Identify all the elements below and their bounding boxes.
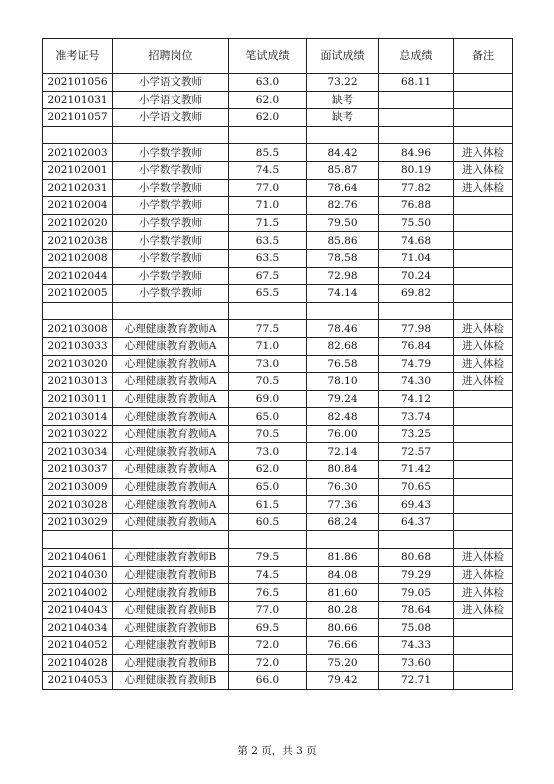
cell-job: 心理健康教育教师A — [113, 461, 229, 479]
cell-job: 心理健康教育教师A — [113, 373, 229, 391]
cell-note: 进入体检 — [454, 337, 513, 355]
cell-written: 71.0 — [229, 197, 307, 215]
cell-written: 69.5 — [229, 619, 307, 637]
cell-interview: 85.86 — [307, 232, 379, 250]
cell-total: 70.24 — [379, 267, 454, 285]
cell-interview: 80.66 — [307, 619, 379, 637]
cell-note — [454, 214, 513, 232]
cell-job: 小学数学教师 — [113, 144, 229, 162]
cell-written: 63.5 — [229, 232, 307, 250]
cell-job: 心理健康教育教师B — [113, 549, 229, 567]
table-row — [43, 285, 513, 303]
cell-total: 75.08 — [379, 619, 454, 637]
cell-written: 73.0 — [229, 355, 307, 373]
cell-note — [454, 267, 513, 285]
empty-cell — [307, 302, 379, 320]
cell-note — [454, 91, 513, 109]
table-row — [43, 425, 513, 443]
cell-interview: 74.14 — [307, 285, 379, 303]
cell-job: 心理健康教育教师A — [113, 443, 229, 461]
table-row — [43, 161, 513, 179]
cell-id: 202103020 — [43, 355, 113, 373]
cell-job: 小学语文教师 — [113, 74, 229, 92]
cell-job: 小学数学教师 — [113, 214, 229, 232]
cell-interview: 85.87 — [307, 161, 379, 179]
cell-id: 202102005 — [43, 285, 113, 303]
cell-interview: 76.58 — [307, 355, 379, 373]
cell-job: 小学语文教师 — [113, 109, 229, 127]
cell-interview: 77.36 — [307, 496, 379, 514]
cell-written: 77.5 — [229, 320, 307, 338]
table-row — [43, 179, 513, 197]
cell-note: 进入体检 — [454, 549, 513, 567]
cell-written: 77.0 — [229, 179, 307, 197]
empty-cell — [113, 126, 229, 144]
empty-cell — [379, 126, 454, 144]
cell-total — [379, 91, 454, 109]
cell-written: 62.0 — [229, 461, 307, 479]
cell-written: 60.5 — [229, 513, 307, 531]
table-row — [43, 197, 513, 215]
cell-total: 68.11 — [379, 74, 454, 92]
empty-cell — [454, 302, 513, 320]
empty-cell — [307, 531, 379, 549]
empty-cell — [113, 531, 229, 549]
cell-total: 84.96 — [379, 144, 454, 162]
cell-interview: 84.08 — [307, 566, 379, 584]
group-separator-row — [43, 531, 513, 549]
cell-total: 80.68 — [379, 549, 454, 567]
cell-note — [454, 513, 513, 531]
cell-interview: 76.30 — [307, 478, 379, 496]
cell-written: 73.0 — [229, 443, 307, 461]
cell-interview: 79.50 — [307, 214, 379, 232]
cell-job: 小学数学教师 — [113, 249, 229, 267]
cell-interview: 78.64 — [307, 179, 379, 197]
table-row — [43, 601, 513, 619]
cell-id: 202104034 — [43, 619, 113, 637]
cell-note — [454, 249, 513, 267]
cell-total: 73.60 — [379, 654, 454, 672]
cell-id: 202103014 — [43, 408, 113, 426]
table-row — [43, 584, 513, 602]
cell-id: 202101056 — [43, 74, 113, 92]
table-body — [43, 74, 513, 690]
cell-written: 70.5 — [229, 373, 307, 391]
table-row — [43, 461, 513, 479]
cell-written: 74.5 — [229, 161, 307, 179]
table-row — [43, 74, 513, 92]
cell-interview: 79.24 — [307, 390, 379, 408]
cell-job: 小学数学教师 — [113, 267, 229, 285]
cell-job: 心理健康教育教师A — [113, 408, 229, 426]
cell-written: 85.5 — [229, 144, 307, 162]
cell-total: 69.43 — [379, 496, 454, 514]
cell-job: 心理健康教育教师A — [113, 355, 229, 373]
cell-written: 71.5 — [229, 214, 307, 232]
cell-total: 71.42 — [379, 461, 454, 479]
cell-job: 小学数学教师 — [113, 232, 229, 250]
empty-cell — [229, 531, 307, 549]
cell-job: 心理健康教育教师A — [113, 320, 229, 338]
cell-written: 65.0 — [229, 478, 307, 496]
cell-written: 69.0 — [229, 390, 307, 408]
table-row — [43, 496, 513, 514]
cell-id: 202103037 — [43, 461, 113, 479]
table-row — [43, 109, 513, 127]
cell-note: 进入体检 — [454, 179, 513, 197]
cell-total: 78.64 — [379, 601, 454, 619]
cell-total: 69.82 — [379, 285, 454, 303]
cell-written: 63.0 — [229, 74, 307, 92]
cell-interview: 68.24 — [307, 513, 379, 531]
cell-note: 进入体检 — [454, 601, 513, 619]
cell-written: 62.0 — [229, 109, 307, 127]
group-separator-row — [43, 302, 513, 320]
cell-total: 73.25 — [379, 425, 454, 443]
cell-job: 心理健康教育教师A — [113, 496, 229, 514]
cell-id: 202103028 — [43, 496, 113, 514]
empty-cell — [229, 126, 307, 144]
table-row — [43, 566, 513, 584]
cell-total: 74.30 — [379, 373, 454, 391]
cell-total: 79.29 — [379, 566, 454, 584]
cell-job: 小学数学教师 — [113, 285, 229, 303]
cell-id: 202101057 — [43, 109, 113, 127]
cell-interview: 82.68 — [307, 337, 379, 355]
cell-written: 65.0 — [229, 408, 307, 426]
empty-cell — [379, 531, 454, 549]
cell-interview: 81.86 — [307, 549, 379, 567]
empty-cell — [379, 302, 454, 320]
cell-total: 77.98 — [379, 320, 454, 338]
cell-note — [454, 443, 513, 461]
cell-total: 74.79 — [379, 355, 454, 373]
table-row — [43, 443, 513, 461]
cell-note — [454, 654, 513, 672]
table-row — [43, 214, 513, 232]
table-row — [43, 549, 513, 567]
cell-id: 202102020 — [43, 214, 113, 232]
cell-note: 进入体检 — [454, 566, 513, 584]
cell-job: 心理健康教育教师A — [113, 513, 229, 531]
cell-written: 70.5 — [229, 425, 307, 443]
table-row — [43, 373, 513, 391]
cell-id: 202102001 — [43, 161, 113, 179]
cell-note — [454, 390, 513, 408]
cell-written: 63.5 — [229, 249, 307, 267]
cell-id: 202102044 — [43, 267, 113, 285]
cell-interview: 82.48 — [307, 408, 379, 426]
cell-id: 202102038 — [43, 232, 113, 250]
table-row — [43, 320, 513, 338]
table-row — [43, 513, 513, 531]
cell-id: 202104043 — [43, 601, 113, 619]
cell-total: 77.82 — [379, 179, 454, 197]
cell-note — [454, 232, 513, 250]
cell-id: 202103013 — [43, 373, 113, 391]
cell-note — [454, 425, 513, 443]
cell-total: 71.04 — [379, 249, 454, 267]
cell-job: 心理健康教育教师B — [113, 566, 229, 584]
cell-total: 74.68 — [379, 232, 454, 250]
cell-id: 202103029 — [43, 513, 113, 531]
cell-total: 70.65 — [379, 478, 454, 496]
cell-note: 进入体检 — [454, 584, 513, 602]
cell-note — [454, 461, 513, 479]
score-table — [42, 38, 513, 690]
cell-job: 心理健康教育教师A — [113, 425, 229, 443]
header-written: 笔试成绩 — [229, 39, 307, 74]
cell-job: 心理健康教育教师B — [113, 672, 229, 690]
cell-written: 72.0 — [229, 637, 307, 655]
cell-interview: 72.14 — [307, 443, 379, 461]
cell-id: 202102031 — [43, 179, 113, 197]
header-interview: 面试成绩 — [307, 39, 379, 74]
table-row — [43, 672, 513, 690]
cell-interview: 72.98 — [307, 267, 379, 285]
table-header-row — [43, 39, 513, 74]
cell-note — [454, 478, 513, 496]
cell-interview: 80.84 — [307, 461, 379, 479]
empty-cell — [307, 126, 379, 144]
cell-written: 74.5 — [229, 566, 307, 584]
cell-note — [454, 408, 513, 426]
cell-job: 心理健康教育教师A — [113, 337, 229, 355]
cell-note: 进入体检 — [454, 373, 513, 391]
cell-interview: 缺考 — [307, 91, 379, 109]
cell-note — [454, 197, 513, 215]
cell-note — [454, 285, 513, 303]
cell-written: 62.0 — [229, 91, 307, 109]
cell-written: 67.5 — [229, 267, 307, 285]
cell-job: 小学数学教师 — [113, 161, 229, 179]
cell-note — [454, 637, 513, 655]
table-row — [43, 337, 513, 355]
table-row — [43, 249, 513, 267]
cell-written: 76.5 — [229, 584, 307, 602]
cell-interview: 缺考 — [307, 109, 379, 127]
cell-total: 76.88 — [379, 197, 454, 215]
cell-id: 202104052 — [43, 637, 113, 655]
cell-written: 66.0 — [229, 672, 307, 690]
page-footer: 第 2 页，共 3 页 — [237, 745, 317, 757]
empty-cell — [229, 302, 307, 320]
empty-cell — [113, 302, 229, 320]
cell-written: 65.5 — [229, 285, 307, 303]
cell-id: 202103022 — [43, 425, 113, 443]
table-row — [43, 144, 513, 162]
cell-id: 202104002 — [43, 584, 113, 602]
cell-note: 进入体检 — [454, 355, 513, 373]
table-row — [43, 355, 513, 373]
table-row — [43, 654, 513, 672]
header-id: 准考证号 — [43, 39, 113, 74]
table-row — [43, 619, 513, 637]
group-separator-row — [43, 126, 513, 144]
cell-interview: 78.46 — [307, 320, 379, 338]
cell-job: 小学数学教师 — [113, 197, 229, 215]
cell-interview: 76.66 — [307, 637, 379, 655]
empty-cell — [43, 531, 113, 549]
cell-total: 64.37 — [379, 513, 454, 531]
header-note: 备注 — [454, 39, 513, 74]
cell-total: 75.50 — [379, 214, 454, 232]
cell-interview: 84.42 — [307, 144, 379, 162]
cell-job: 小学语文教师 — [113, 91, 229, 109]
cell-interview: 73.22 — [307, 74, 379, 92]
cell-id: 202102004 — [43, 197, 113, 215]
table-row — [43, 390, 513, 408]
cell-total: 73.74 — [379, 408, 454, 426]
cell-job: 心理健康教育教师B — [113, 637, 229, 655]
cell-written: 72.0 — [229, 654, 307, 672]
cell-written: 79.5 — [229, 549, 307, 567]
cell-job: 心理健康教育教师A — [113, 478, 229, 496]
table-row — [43, 637, 513, 655]
table-row — [43, 232, 513, 250]
cell-interview: 82.76 — [307, 197, 379, 215]
cell-note — [454, 619, 513, 637]
cell-note: 进入体检 — [454, 161, 513, 179]
cell-job: 心理健康教育教师B — [113, 654, 229, 672]
cell-interview: 78.58 — [307, 249, 379, 267]
cell-written: 77.0 — [229, 601, 307, 619]
cell-total: 72.71 — [379, 672, 454, 690]
cell-written: 71.0 — [229, 337, 307, 355]
empty-cell — [454, 531, 513, 549]
empty-cell — [454, 126, 513, 144]
cell-note — [454, 496, 513, 514]
cell-note — [454, 672, 513, 690]
cell-total: 74.33 — [379, 637, 454, 655]
cell-note — [454, 109, 513, 127]
cell-id: 202104061 — [43, 549, 113, 567]
cell-note: 进入体检 — [454, 144, 513, 162]
table-row — [43, 267, 513, 285]
cell-interview: 78.10 — [307, 373, 379, 391]
cell-id: 202103034 — [43, 443, 113, 461]
cell-interview: 75.20 — [307, 654, 379, 672]
cell-id: 202104028 — [43, 654, 113, 672]
cell-note: 进入体检 — [454, 320, 513, 338]
cell-note — [454, 74, 513, 92]
table-row — [43, 91, 513, 109]
cell-id: 202103008 — [43, 320, 113, 338]
cell-id: 202101031 — [43, 91, 113, 109]
cell-job: 心理健康教育教师B — [113, 601, 229, 619]
cell-interview: 76.00 — [307, 425, 379, 443]
cell-job: 心理健康教育教师B — [113, 584, 229, 602]
cell-interview: 79.42 — [307, 672, 379, 690]
cell-job: 心理健康教育教师A — [113, 390, 229, 408]
cell-id: 202104053 — [43, 672, 113, 690]
table-row — [43, 478, 513, 496]
cell-interview: 81.60 — [307, 584, 379, 602]
cell-interview: 80.28 — [307, 601, 379, 619]
cell-total: 74.12 — [379, 390, 454, 408]
cell-total — [379, 109, 454, 127]
cell-id: 202102008 — [43, 249, 113, 267]
cell-total: 76.84 — [379, 337, 454, 355]
header-job: 招聘岗位 — [113, 39, 229, 74]
cell-id: 202103009 — [43, 478, 113, 496]
cell-written: 61.5 — [229, 496, 307, 514]
cell-job: 小学数学教师 — [113, 179, 229, 197]
cell-id: 202102003 — [43, 144, 113, 162]
cell-id: 202103033 — [43, 337, 113, 355]
cell-id: 202103011 — [43, 390, 113, 408]
empty-cell — [43, 126, 113, 144]
cell-total: 80.19 — [379, 161, 454, 179]
empty-cell — [43, 302, 113, 320]
cell-id: 202104030 — [43, 566, 113, 584]
header-total: 总成绩 — [379, 39, 454, 74]
cell-total: 79.05 — [379, 584, 454, 602]
cell-total: 72.57 — [379, 443, 454, 461]
table-row — [43, 408, 513, 426]
cell-job: 心理健康教育教师B — [113, 619, 229, 637]
